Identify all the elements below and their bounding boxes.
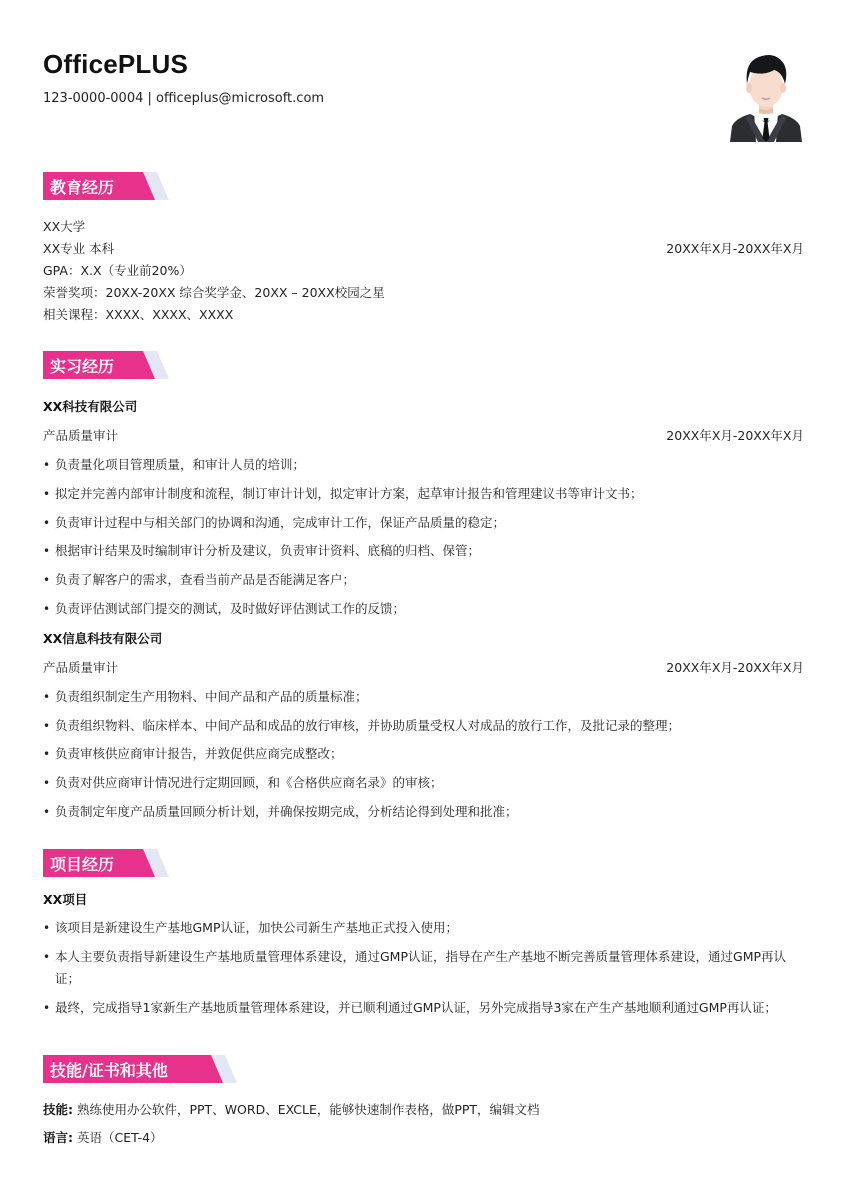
- job-dates: 20XX年X月-20XX年X月: [666, 660, 804, 675]
- section-title-skills: 技能/证书和其他: [50, 1061, 168, 1080]
- skills-label: 技能:: [43, 1102, 73, 1117]
- education-honors: 荣誉奖项：20XX-20XX 综合奖学金、20XX – 20XX校园之星: [43, 285, 385, 300]
- education-gpa: GPA：X.X（专业前20%）: [43, 263, 192, 278]
- candidate-name: OfficePLUS: [43, 49, 189, 79]
- education-dates: 20XX年X月-20XX年X月: [666, 241, 804, 256]
- language-text: 英语（CET-4）: [76, 1130, 163, 1145]
- list-item: • 负责量化项目管理质量，和审计人员的培训；: [43, 454, 804, 476]
- job-dates: 20XX年X月-20XX年X月: [666, 428, 804, 443]
- education-major: XX专业 本科: [43, 241, 115, 256]
- project-name: XX项目: [43, 892, 88, 907]
- job-position: 产品质量审计: [43, 660, 119, 675]
- section-header-skills: [43, 1055, 243, 1083]
- list-item: • 负责审计过程中与相关部门的协调和沟通，完成审计工作，保证产品质量的稳定；: [43, 512, 804, 534]
- list-item: • 负责组织制定生产用物料、中间产品和产品的质量标准；: [43, 686, 804, 708]
- list-item: • 负责制定年度产品质量回顾分析计划，并确保按期完成，分析结论得到处理和批准；: [43, 801, 804, 823]
- list-item: • 本人主要负责指导新建设生产基地质量管理体系建设，通过GMP认证，指导在产生产基地不断完善质量管理体系建设，通过GMP再认证；: [43, 946, 804, 990]
- language-label: 语言:: [43, 1130, 73, 1145]
- list-item: • 负责评估测试部门提交的测试，及时做好评估测试工作的反馈；: [43, 598, 804, 620]
- section-header-education: [43, 172, 243, 200]
- section-title-internship: 实习经历: [50, 357, 115, 376]
- list-item: • 负责组织物料、临床样本、中间产品和成品的放行审核，并协助质量受权人对成品的放行工作，及批记录的整理；: [43, 715, 804, 737]
- skills-text: 熟练使用办公软件，PPT、WORD、EXCLE，能够快速制作表格，做PPT，编辑文档: [76, 1102, 540, 1117]
- job-company: XX科技有限公司: [43, 399, 138, 414]
- section-header-project: [43, 849, 243, 877]
- education-school: XX大学: [43, 219, 86, 234]
- education-courses: 相关课程：XXXX、XXXX、XXXX: [43, 307, 234, 322]
- contact-info: 123-0000-0004 | officeplus@microsoft.com: [43, 91, 325, 106]
- section-title-project: 项目经历: [50, 855, 115, 874]
- list-item: • 拟定并完善内部审计制度和流程，制订审计计划，拟定审计方案，起草审计报告和管理建议书等审计文书；: [43, 483, 804, 505]
- job-position: 产品质量审计: [43, 428, 119, 443]
- list-item: • 负责对供应商审计情况进行定期回顾，和《合格供应商名录》的审核；: [43, 772, 804, 794]
- skills-line: [43, 1101, 540, 1119]
- list-item: • 根据审计结果及时编制审计分析及建议，负责审计资料、底稿的归档、保管；: [43, 540, 804, 562]
- section-title-education: 教育经历: [50, 178, 115, 197]
- job-company: XX信息科技有限公司: [43, 631, 163, 646]
- avatar: [728, 46, 804, 142]
- list-item: • 该项目是新建设生产基地GMP认证，加快公司新生产基地正式投入使用；: [43, 917, 804, 939]
- language-line: [43, 1129, 163, 1147]
- section-header-internship: [43, 351, 243, 379]
- list-item: • 负责审核供应商审计报告，并敦促供应商完成整改；: [43, 743, 804, 765]
- list-item: • 最终，完成指导1家新生产基地质量管理体系建设，并已顺利通过GMP认证，另外完成指导3家在产生产基地顺利通过GMP再认证；: [43, 997, 804, 1019]
- list-item: • 负责了解客户的需求，查看当前产品是否能满足客户；: [43, 569, 804, 591]
